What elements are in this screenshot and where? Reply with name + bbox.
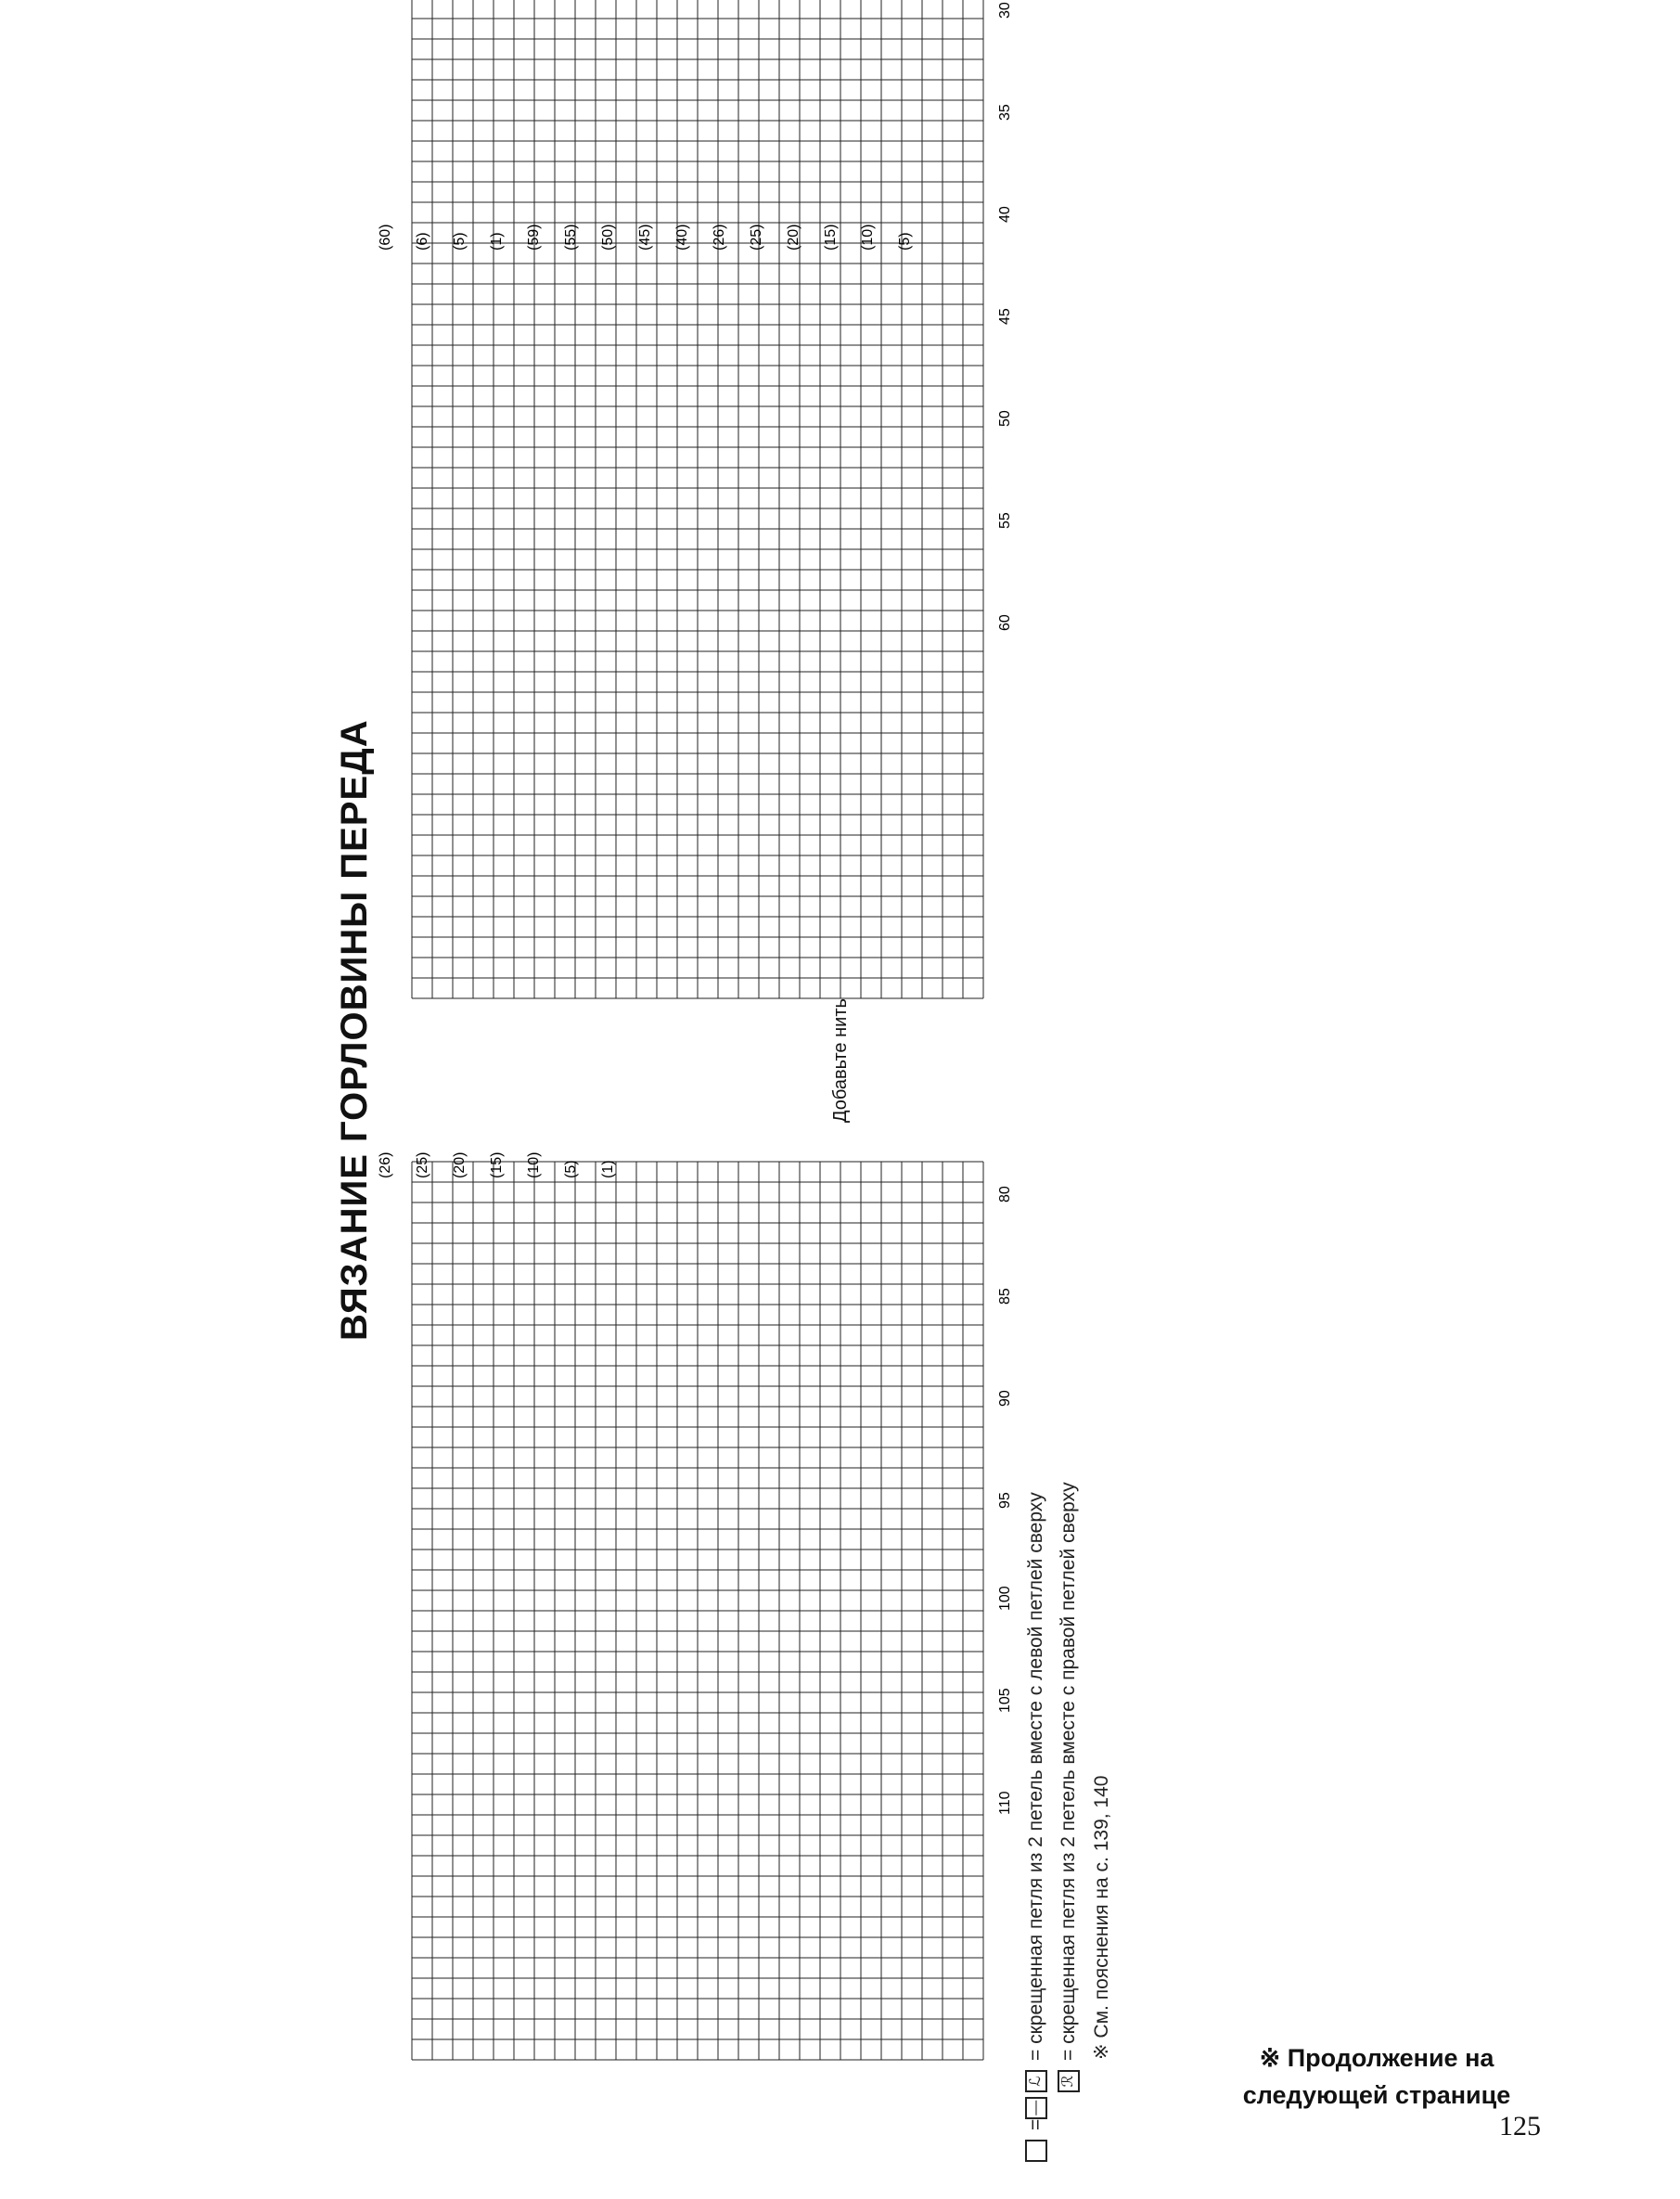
row-marker: (60) (378, 224, 393, 251)
row-marker: (5) (563, 1160, 579, 1178)
column-number: 90 (997, 1390, 1013, 1407)
column-number: 80 (997, 1186, 1013, 1202)
row-marker: (59) (526, 224, 542, 251)
row-marker: (20) (786, 224, 802, 251)
row-marker: (5) (452, 232, 468, 251)
row-marker: (50) (600, 224, 616, 251)
column-number: 40 (997, 206, 1013, 223)
legend-note: ※ См. пояснения на с. 139, 140 (1091, 1775, 1112, 2060)
column-number: 60 (997, 614, 1013, 631)
row-marker: (10) (526, 1151, 542, 1178)
column-number: 45 (997, 308, 1013, 325)
column-number: 85 (997, 1288, 1013, 1305)
row-marker: (6) (415, 232, 430, 251)
row-marker: (1) (600, 1160, 616, 1178)
row-marker: (25) (415, 1151, 430, 1178)
column-number: 50 (997, 410, 1013, 427)
row-marker: (15) (823, 224, 839, 251)
legend-item-2: ℛ= скрещенная петля из 2 петель вместе с правой петлей сверху (1058, 1482, 1080, 2092)
column-number: 110 (997, 1791, 1013, 1815)
blank-equals-purl: =— (1025, 2088, 1047, 2162)
row-marker: (26) (378, 1151, 393, 1178)
chart-grid (412, 0, 1013, 2060)
column-number: 100 (997, 1586, 1013, 1611)
column-number: 55 (997, 512, 1013, 529)
right-cross-icon: ℛ (1058, 2070, 1080, 2092)
legend-item-1: ℒ= скрещенная петля из 2 петель вместе с левой петлей сверху (1025, 1492, 1047, 2092)
page-number: 125 (1499, 2111, 1541, 2141)
row-marker: (40) (674, 224, 690, 251)
column-number: 105 (997, 1688, 1013, 1713)
add-thread-note: Добавьте нить (830, 998, 851, 1123)
row-marker: (55) (563, 224, 579, 251)
row-marker: (45) (637, 224, 653, 251)
column-number: 30 (997, 2, 1013, 19)
left-cross-icon: ℒ (1025, 2070, 1047, 2092)
row-marker: (15) (489, 1151, 505, 1178)
continuation-note: ※ Продолжение на следующей странице (1242, 2044, 1511, 2109)
row-marker: (25) (749, 224, 764, 251)
row-marker: (26) (712, 224, 727, 251)
column-number: 35 (997, 104, 1013, 121)
row-marker: (1) (489, 232, 505, 251)
column-number: 95 (997, 1492, 1013, 1509)
row-marker: (20) (452, 1151, 468, 1178)
row-marker: (10) (860, 224, 876, 251)
page-title: ВЯЗАНИЕ ГОРЛОВИНЫ ПЕРЕДА (334, 719, 375, 1341)
row-marker: (5) (897, 232, 913, 251)
